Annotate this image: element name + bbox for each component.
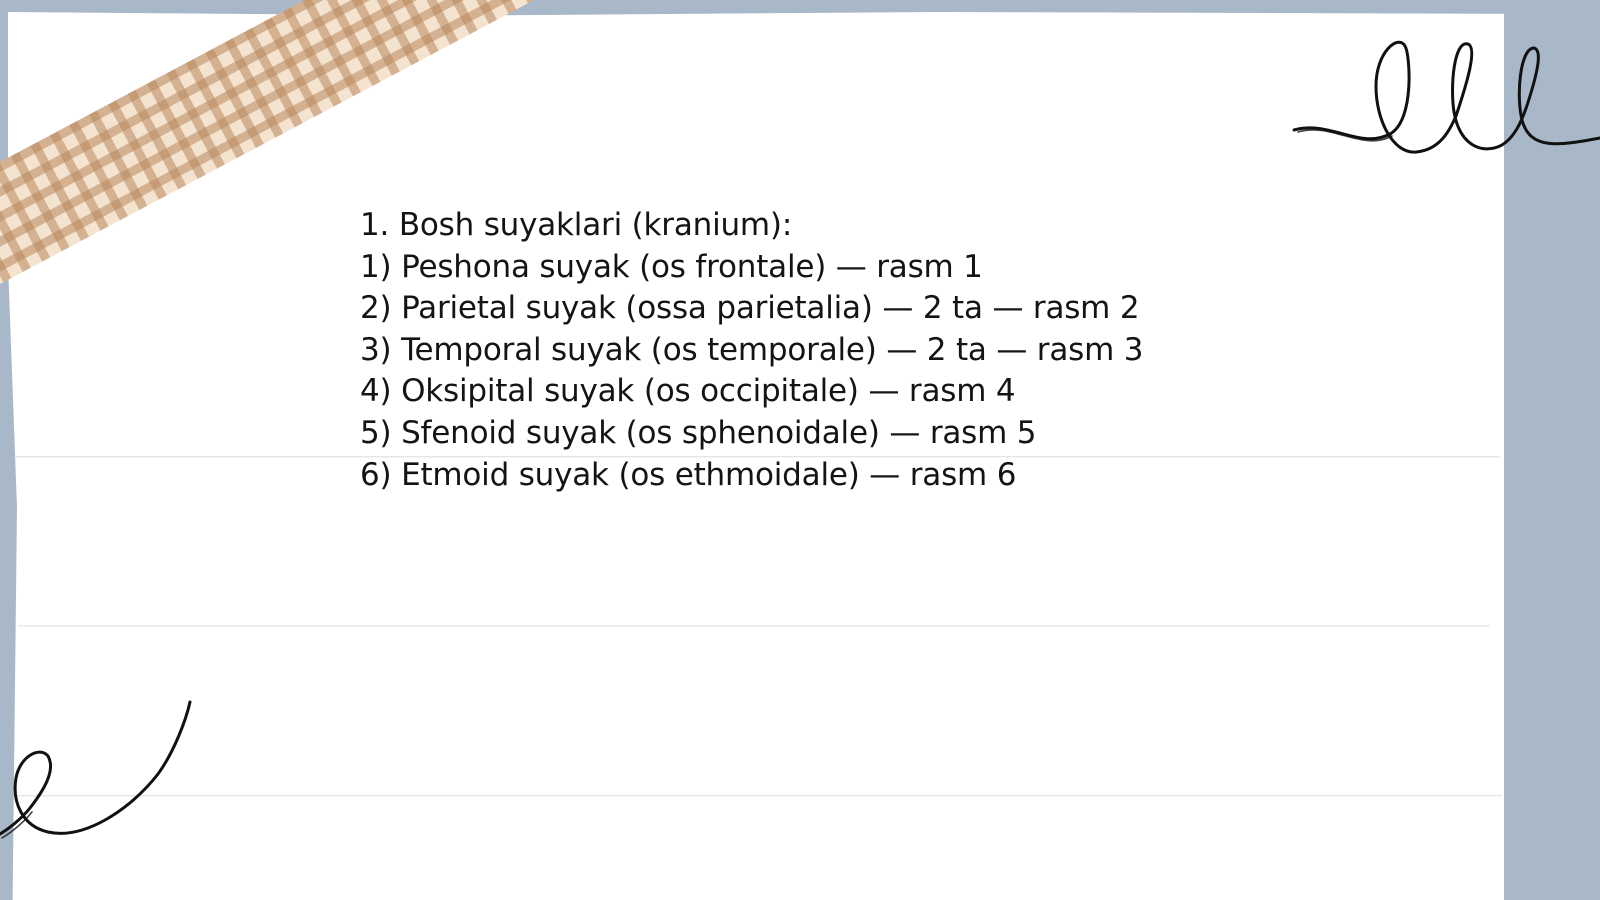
bone-item-5: 5) Sfenoid suyak (os sphenoidale) — rasm 5	[360, 414, 1037, 451]
checkmark-scribble-icon	[0, 690, 200, 850]
bone-item-3: 3) Temporal suyak (os temporale) — 2 ta — rasm 3	[360, 331, 1144, 368]
bone-item-1: 1) Peshona suyak (os frontale) — rasm 1	[360, 248, 983, 285]
loop-scribble-icon	[1290, 26, 1600, 166]
ruled-line	[18, 625, 1490, 626]
slide-content	[360, 205, 1360, 496]
bone-item-6: 6) Etmoid suyak (os ethmoidale) — rasm 6	[360, 456, 1017, 493]
bone-item-2: 2) Parietal suyak (ossa parietalia) — 2 ta — rasm 2	[360, 290, 1140, 327]
ruled-line	[14, 795, 1502, 796]
bone-item-4: 4) Oksipital suyak (os occipitale) — rasm 4	[360, 373, 1016, 410]
section-heading: 1. Bosh suyaklari (kranium):	[360, 207, 793, 243]
